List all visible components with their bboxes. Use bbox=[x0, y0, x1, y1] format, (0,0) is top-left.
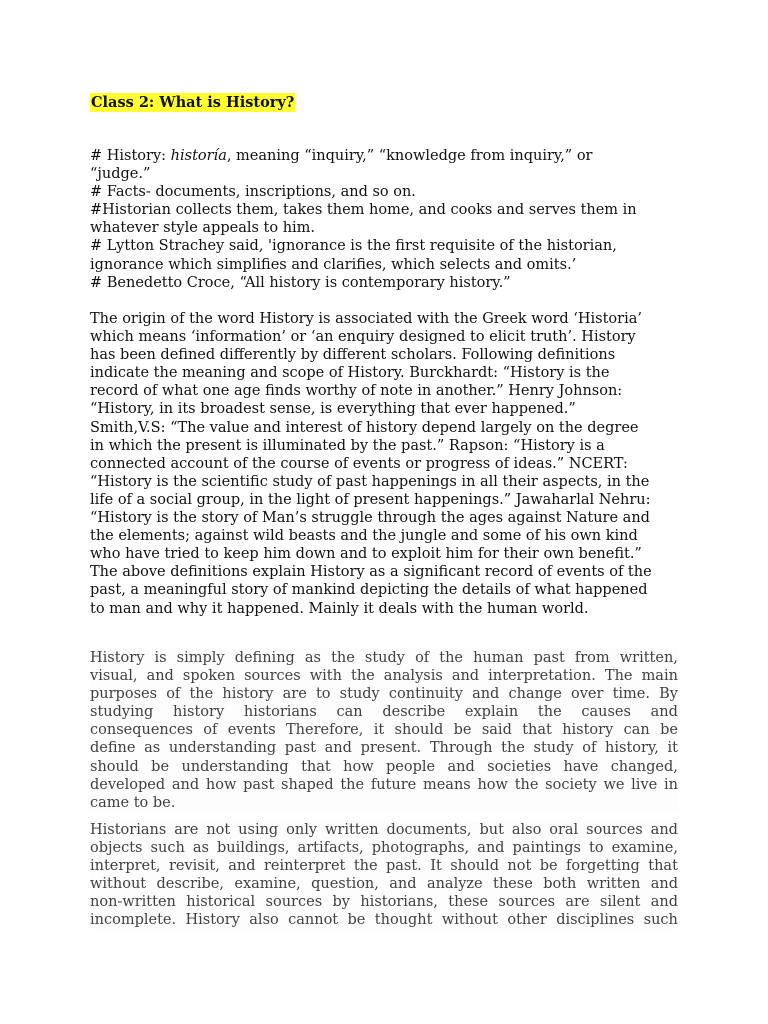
word: paintings bbox=[512, 840, 581, 857]
page-title: Class 2: What is History? bbox=[91, 94, 295, 111]
word: these bbox=[448, 894, 489, 911]
word: purposes bbox=[90, 686, 158, 703]
word: interpret, bbox=[90, 858, 161, 875]
word: to bbox=[589, 840, 604, 857]
word: means bbox=[422, 776, 471, 793]
note-line bbox=[90, 147, 680, 165]
word: time. bbox=[612, 686, 650, 703]
word: it bbox=[373, 722, 385, 739]
note-line: ignorance which simplifies and clarifies, which selects and omits.’ bbox=[90, 256, 577, 273]
word: the bbox=[501, 740, 525, 757]
paragraph-line bbox=[90, 703, 678, 721]
paragraph-line bbox=[90, 776, 678, 794]
word: changed, bbox=[610, 758, 678, 775]
word: and bbox=[228, 858, 256, 875]
word: societies bbox=[487, 758, 552, 775]
paragraph-line bbox=[90, 893, 678, 911]
word: to bbox=[315, 686, 331, 703]
paragraph-line bbox=[90, 911, 678, 929]
word: disciplines bbox=[556, 912, 635, 929]
paragraph-line: in which the present is illuminated by the past.” Rapson: “History is a bbox=[90, 437, 605, 454]
word: and bbox=[146, 668, 174, 685]
word: how bbox=[205, 776, 237, 793]
note-line: “judge.” bbox=[90, 166, 151, 183]
word: the bbox=[340, 776, 365, 793]
word: objects bbox=[90, 840, 143, 857]
word: Historians bbox=[90, 822, 167, 838]
word: examine, bbox=[611, 840, 678, 857]
word: without bbox=[441, 912, 498, 929]
word: society bbox=[545, 776, 597, 793]
word: visual, bbox=[90, 668, 138, 685]
word: thought bbox=[374, 912, 433, 929]
history-definition-paragraph bbox=[90, 649, 678, 812]
word: oral bbox=[549, 822, 579, 838]
word: have bbox=[563, 758, 599, 775]
word: past. bbox=[385, 858, 422, 875]
paragraph-line: which means ‘information’ or ‘an enquiry designed to elicit truth’. History bbox=[90, 329, 636, 346]
word: of bbox=[203, 722, 218, 739]
paragraph-line: the elements; against wild beasts and the jungle and some of his own kind bbox=[90, 528, 638, 545]
word: using bbox=[238, 822, 279, 838]
paragraph-line bbox=[90, 821, 678, 839]
word: Through bbox=[429, 740, 493, 757]
word: said bbox=[481, 722, 512, 739]
word: History bbox=[90, 650, 145, 666]
word: documents, bbox=[386, 822, 472, 838]
paragraph-line bbox=[90, 857, 678, 875]
word: as bbox=[192, 840, 209, 857]
note-line: #Historian collects them, takes them home, and cooks and serves them in bbox=[90, 202, 637, 219]
word: from bbox=[574, 650, 610, 666]
word: consequences bbox=[90, 722, 193, 739]
paragraph-line: “History is the scientific study of past happenings in all their aspects, in the bbox=[90, 473, 650, 490]
note-line: # Benedetto Croce, “All history is contemporary history.” bbox=[90, 274, 511, 291]
paragraph-line: past, a meaningful story of mankind depicting the details of what happened bbox=[90, 582, 648, 599]
word: cannot bbox=[288, 912, 339, 929]
word: and bbox=[451, 668, 480, 685]
word: describe, bbox=[156, 876, 224, 893]
word: main bbox=[641, 668, 678, 685]
word: present. bbox=[360, 740, 422, 757]
word: and bbox=[472, 686, 500, 703]
word: be bbox=[151, 758, 170, 775]
word: that bbox=[648, 858, 678, 875]
notes-list bbox=[90, 147, 680, 292]
paragraph-line bbox=[90, 739, 678, 757]
paragraph-line: The origin of the word History is associated with the Greek word ‘Historia’ bbox=[90, 311, 642, 327]
word: explain bbox=[464, 704, 519, 721]
word: of bbox=[415, 650, 430, 666]
word: only bbox=[286, 822, 318, 838]
word: define bbox=[90, 740, 136, 757]
word: be bbox=[453, 722, 472, 739]
word: the bbox=[537, 704, 562, 721]
word: historical bbox=[186, 894, 256, 911]
word: and bbox=[650, 822, 678, 838]
word: also bbox=[511, 822, 542, 838]
word: the bbox=[189, 686, 214, 703]
word: of bbox=[166, 686, 181, 703]
word: change bbox=[508, 686, 562, 703]
word: continuity bbox=[388, 686, 463, 703]
word: are bbox=[174, 822, 199, 838]
paragraph-line: has been defined differently by different scholars. Following definitions bbox=[90, 347, 616, 364]
paragraph-line: “History is the story of Man’s struggle through the ages against Nature and bbox=[90, 510, 650, 527]
historians-sources-paragraph bbox=[90, 821, 678, 930]
word: not bbox=[206, 822, 231, 838]
word: it bbox=[667, 740, 678, 757]
word: other bbox=[507, 912, 547, 929]
word: and bbox=[650, 876, 678, 893]
paragraph-line: Smith,V.S: “The value and interest of history depend largely on the degree bbox=[90, 419, 639, 436]
word: live bbox=[631, 776, 658, 793]
word: history bbox=[562, 722, 614, 739]
word: not bbox=[507, 858, 532, 875]
word: history bbox=[173, 704, 225, 721]
word: be bbox=[660, 722, 678, 739]
word: history bbox=[222, 686, 274, 703]
word: studying bbox=[90, 704, 154, 721]
word: of bbox=[582, 740, 597, 757]
word: can bbox=[623, 722, 650, 739]
word: but bbox=[479, 822, 504, 838]
word: the bbox=[353, 858, 378, 875]
word: written, bbox=[619, 650, 678, 666]
word: It bbox=[430, 858, 442, 875]
word: and bbox=[477, 840, 505, 857]
word: shaped bbox=[281, 776, 334, 793]
word: should bbox=[450, 858, 499, 875]
word: artifacts, bbox=[297, 840, 364, 857]
word: question, bbox=[311, 876, 379, 893]
word: these bbox=[493, 876, 533, 893]
paragraph-line: indicate the meaning and scope of History. Burckhardt: “History is the bbox=[90, 365, 610, 382]
word: The bbox=[604, 668, 633, 685]
note-prefix: # History: bbox=[90, 148, 171, 164]
word: with bbox=[309, 668, 342, 685]
note-line: # Lytton Strachey said, 'ignorance is the first requisite of the historian, bbox=[90, 238, 617, 255]
word: understanding bbox=[181, 758, 289, 775]
paragraph-line: connected account of the course of events or progress of ideas.” NCERT: bbox=[90, 455, 628, 472]
word: describe bbox=[382, 704, 446, 721]
word: and bbox=[324, 740, 352, 757]
word: future bbox=[370, 776, 417, 793]
word: should bbox=[90, 758, 139, 775]
word: examine, bbox=[234, 876, 301, 893]
paragraph-line: The above definitions explain History as a significant record of events of the bbox=[90, 564, 652, 581]
word: over bbox=[570, 686, 604, 703]
word: study bbox=[533, 740, 574, 757]
word: that bbox=[522, 722, 552, 739]
word: should bbox=[394, 722, 444, 739]
word: understanding bbox=[168, 740, 277, 757]
word: study bbox=[339, 686, 380, 703]
word: without bbox=[90, 876, 147, 893]
word: written bbox=[586, 876, 641, 893]
note-line: # Facts- documents, inscriptions, and so on. bbox=[90, 184, 416, 201]
origin-paragraph bbox=[90, 310, 680, 618]
word: is bbox=[154, 650, 167, 666]
word: sources bbox=[265, 894, 323, 911]
word: can bbox=[336, 704, 363, 721]
word: by bbox=[332, 894, 350, 911]
word: forgetting bbox=[566, 858, 640, 875]
word: causes bbox=[581, 704, 631, 721]
word: both bbox=[543, 876, 577, 893]
paragraph-line bbox=[90, 667, 678, 685]
word: are bbox=[282, 686, 307, 703]
word: sources bbox=[498, 894, 556, 911]
word: non-written bbox=[90, 894, 176, 911]
word: and bbox=[650, 894, 678, 911]
word: and bbox=[389, 876, 417, 893]
word: events bbox=[227, 722, 276, 739]
word: such bbox=[150, 840, 185, 857]
paragraph-line bbox=[90, 721, 678, 739]
word: are bbox=[565, 894, 590, 911]
paragraph-line: record of what one age finds worthy of note in another.” Henry Johnson: bbox=[90, 383, 623, 400]
word: Therefore, bbox=[286, 722, 364, 739]
word: past bbox=[243, 776, 275, 793]
word: also bbox=[249, 912, 279, 929]
word: By bbox=[659, 686, 678, 703]
word: History bbox=[185, 912, 240, 929]
word: in bbox=[663, 776, 678, 793]
word: photographs, bbox=[371, 840, 470, 857]
word: and bbox=[447, 758, 475, 775]
paragraph-line: came to be. bbox=[90, 794, 176, 811]
paragraph-line: “History, in its broadest sense, is everything that ever happened.” bbox=[90, 401, 576, 418]
word: past bbox=[284, 740, 316, 757]
word: as bbox=[304, 650, 321, 666]
word: the bbox=[331, 650, 355, 666]
paragraph-line bbox=[90, 685, 678, 703]
word: revisit, bbox=[168, 858, 220, 875]
word: as bbox=[144, 740, 161, 757]
word: past bbox=[533, 650, 565, 666]
word: buildings, bbox=[217, 840, 290, 857]
word: be bbox=[539, 858, 558, 875]
word: interpretation. bbox=[488, 668, 596, 685]
word: developed bbox=[90, 776, 166, 793]
paragraph-line: to man and why it happened. Mainly it deals with the human world. bbox=[90, 600, 589, 617]
paragraph-line bbox=[90, 875, 678, 893]
word: that bbox=[301, 758, 331, 775]
word: study bbox=[364, 650, 405, 666]
word: such bbox=[643, 912, 678, 929]
word: how bbox=[343, 758, 374, 775]
word: the bbox=[351, 668, 375, 685]
word: be bbox=[347, 912, 366, 929]
word: the bbox=[514, 776, 539, 793]
word: silent bbox=[599, 894, 641, 911]
paragraph-line bbox=[90, 839, 678, 857]
word: history, bbox=[605, 740, 659, 757]
word: and bbox=[171, 776, 200, 793]
word: people bbox=[386, 758, 436, 775]
paragraph-line: life of a social group, in the light of present happenings.” Jawaharlal Nehru: bbox=[90, 491, 651, 508]
word: historians bbox=[243, 704, 317, 721]
word: and bbox=[650, 704, 678, 721]
note-line: whatever style appeals to him. bbox=[90, 220, 316, 237]
paragraph-line: who have tried to keep him down and to exploit him for their own benefit.” bbox=[90, 546, 642, 563]
word: analyze bbox=[426, 876, 483, 893]
word: written bbox=[325, 822, 379, 838]
word: the bbox=[439, 650, 464, 666]
note-rest: , meaning “inquiry,” “knowledge from inquiry,” or bbox=[226, 148, 593, 164]
paragraph-line bbox=[90, 649, 678, 667]
word: simply bbox=[176, 650, 225, 666]
word: analysis bbox=[383, 668, 443, 685]
word: how bbox=[477, 776, 508, 793]
word: we bbox=[603, 776, 625, 793]
paragraph-line bbox=[90, 758, 678, 776]
word: reinterpret bbox=[263, 858, 346, 875]
word: spoken bbox=[182, 668, 236, 685]
word: sources bbox=[244, 668, 301, 685]
word: historians, bbox=[360, 894, 438, 911]
word: incomplete. bbox=[90, 912, 177, 929]
word: defining bbox=[234, 650, 295, 666]
note-italic-term: historía bbox=[170, 148, 227, 164]
word: sources bbox=[586, 822, 643, 838]
word: human bbox=[473, 650, 524, 666]
